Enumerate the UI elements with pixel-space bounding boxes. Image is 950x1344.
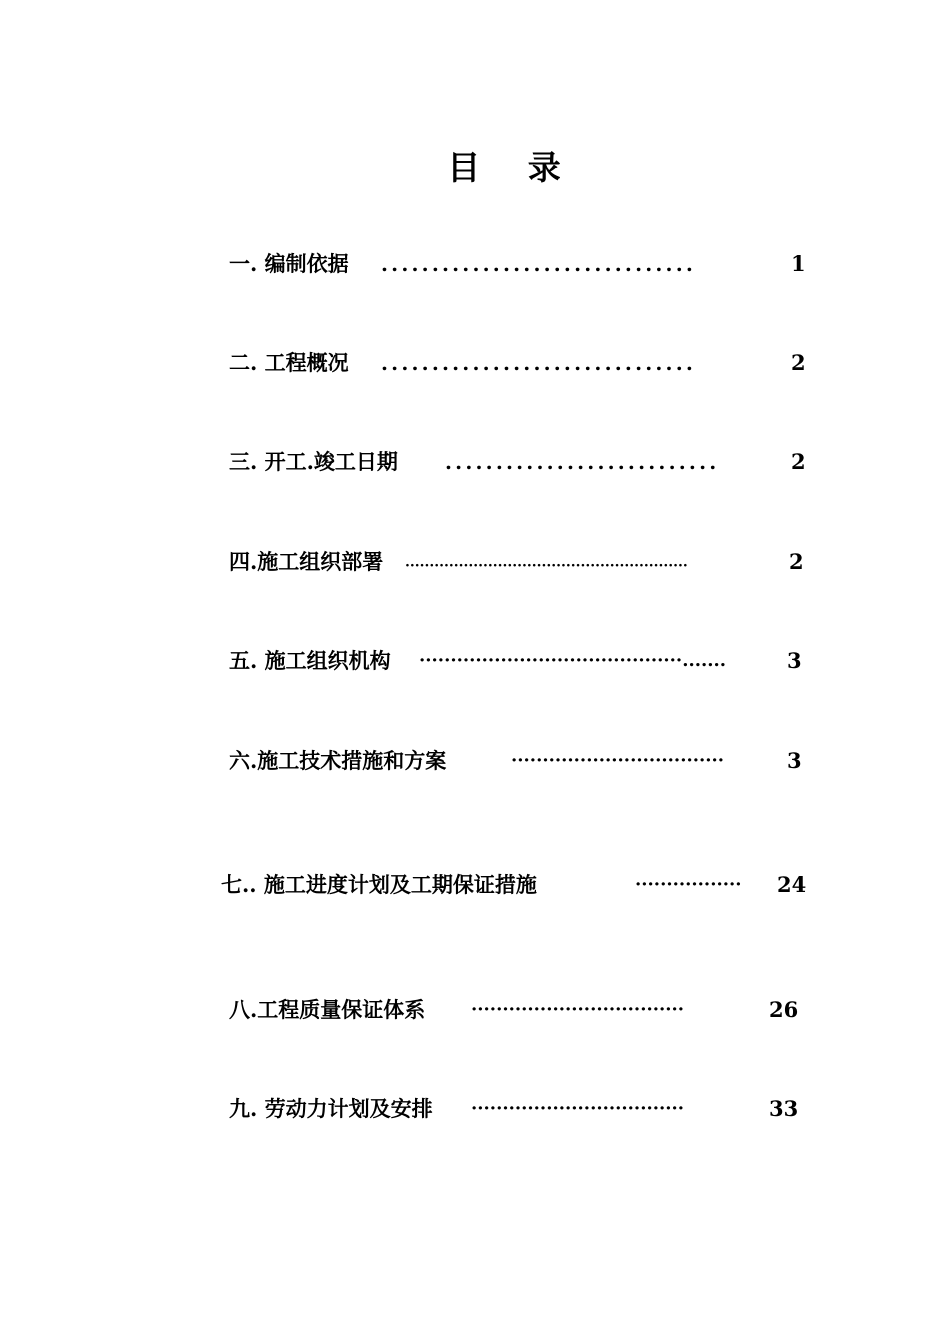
toc-entry-label: 五. 施工组织机构 [229, 648, 391, 673]
toc-entry-leader: ............................... [381, 252, 697, 276]
toc-entry-leader: ·································· [511, 750, 725, 771]
toc-entry-page: 1 [791, 251, 806, 276]
toc-entry-6[interactable] [229, 746, 809, 776]
toc-entry-page: 3 [787, 648, 802, 673]
toc-entry-2[interactable] [229, 348, 809, 378]
toc-entry-leader: ··········································....... [419, 650, 727, 671]
toc-entry-label: 三. 开工.竣工日期 [229, 449, 398, 474]
toc-entry-label: 二. 工程概况 [229, 350, 349, 375]
toc-entry-page: 2 [791, 350, 806, 375]
page-title: 目 录 [447, 148, 579, 187]
toc-entry-label: 九. 劳动力计划及安排 [229, 1096, 433, 1121]
toc-entry-leader: ·························································· [405, 558, 688, 574]
toc-entry-leader: ............................... [381, 351, 697, 375]
toc-entry-page: 3 [787, 748, 802, 773]
toc-entry-7[interactable] [221, 870, 811, 900]
toc-entry-leader: ·································· [471, 999, 685, 1020]
toc-entry-3[interactable] [229, 447, 809, 477]
toc-entry-label: 八.工程质量保证体系 [229, 997, 426, 1022]
toc-entry-page: 2 [789, 549, 804, 574]
toc-entry-leader: ·································· [471, 1098, 685, 1119]
toc-entry-page: 26 [769, 997, 799, 1022]
toc-entry-9[interactable] [229, 1094, 809, 1124]
toc-entry-leader: ........................... [445, 450, 720, 474]
toc-entry-leader: ················· [635, 874, 742, 895]
toc-entry-1[interactable] [229, 249, 809, 279]
toc-entry-label: 六.施工技术措施和方案 [229, 748, 447, 773]
toc-entry-4[interactable] [229, 547, 809, 577]
toc-entry-label: 七.. 施工进度计划及工期保证措施 [221, 872, 537, 897]
toc-entry-page: 24 [777, 872, 807, 897]
toc-entry-5[interactable] [229, 646, 809, 676]
toc-entry-label: 一. 编制依据 [229, 251, 349, 276]
toc-entry-page: 2 [791, 449, 806, 474]
toc-entry-8[interactable] [229, 995, 809, 1025]
toc-entry-page: 33 [769, 1096, 799, 1121]
toc-entry-label: 四.施工组织部署 [229, 549, 384, 574]
